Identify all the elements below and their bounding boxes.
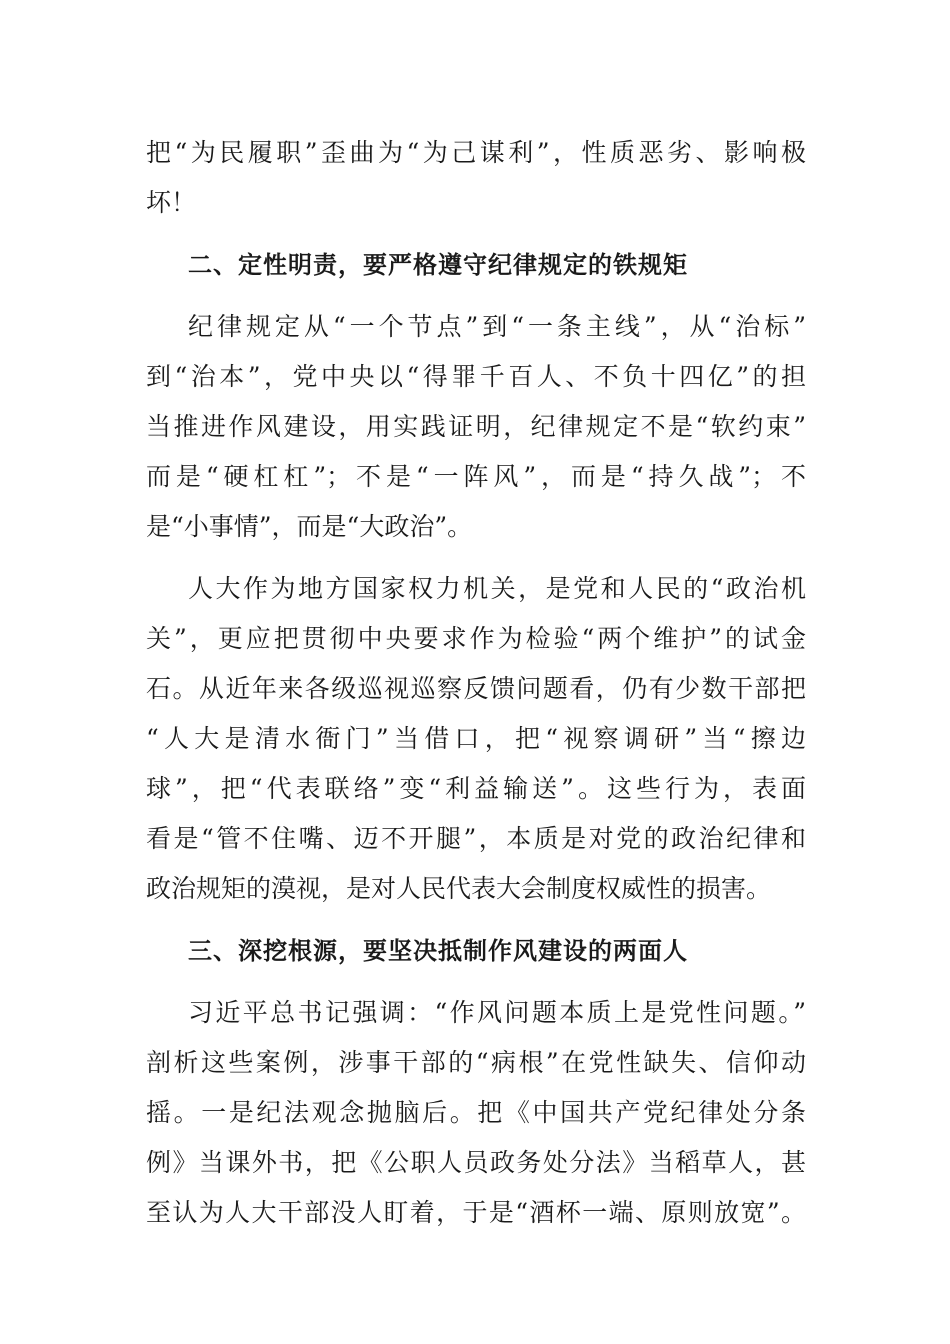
paragraph-line: 纪律规定从“一个节点”到“一条主线”，从“治标” [188,312,806,341]
spacer [146,290,806,302]
spacer [146,552,806,564]
spacer [146,914,806,926]
paragraph-line: 摇。一是纪法观念抛脑后。把《中国共产党纪律处分条 [146,1098,806,1127]
section-heading: 三、深挖根源，要坚决抵制作风建设的两面人 [188,937,688,965]
paragraph-line: 坏！ [146,188,197,217]
paragraph-line: 关”，更应把贯彻中央要求作为检验“两个维护”的试金 [146,624,806,653]
paragraph-line: “人大是清水衙门”当借口，把“视察调研”当“擦边 [146,724,806,753]
paragraph-line: 当推进作风建设，用实践证明，纪律规定不是“软约束” [146,412,806,441]
paragraph-line: 球”，把“代表联络”变“利益输送”。这些行为，表面 [146,774,806,803]
paragraph-line: 例》当课外书，把《公职人员政务处分法》当稻草人，甚 [146,1148,806,1177]
paragraph-line: 看是“管不住嘴、迈不开腿”，本质是对党的政治纪律和 [146,824,806,853]
paragraph-line: 是“小事情”，而是“大政治”。 [146,512,473,541]
spacer [146,976,806,988]
document-page [146,128,806,1238]
paragraph-line: 石。从近年来各级巡视巡察反馈问题看，仍有少数干部把 [146,674,806,703]
spacer [146,228,806,240]
paragraph-line: 把“为民履职”歪曲为“为己谋利”，性质恶劣、影响极 [146,138,806,167]
paragraph-line: 习近平总书记强调：“作风问题本质上是党性问题。” [188,998,806,1027]
paragraph-line: 人大作为地方国家权力机关，是党和人民的“政治机 [188,574,806,603]
paragraph-line: 至认为人大干部没人盯着，于是“酒杯一端、原则放宽”。 [146,1198,806,1227]
paragraph-line: 剖析这些案例，涉事干部的“病根”在党性缺失、信仰动 [146,1048,806,1077]
section-heading: 二、定性明责，要严格遵守纪律规定的铁规矩 [188,251,688,279]
paragraph-line: 到“治本”，党中央以“得罪千百人、不负十四亿”的担 [146,362,806,391]
paragraph-line: 政治规矩的漠视，是对人民代表大会制度权威性的损害。 [146,874,772,903]
paragraph-line: 而是“硬杠杠”；不是“一阵风”，而是“持久战”；不 [146,462,806,491]
